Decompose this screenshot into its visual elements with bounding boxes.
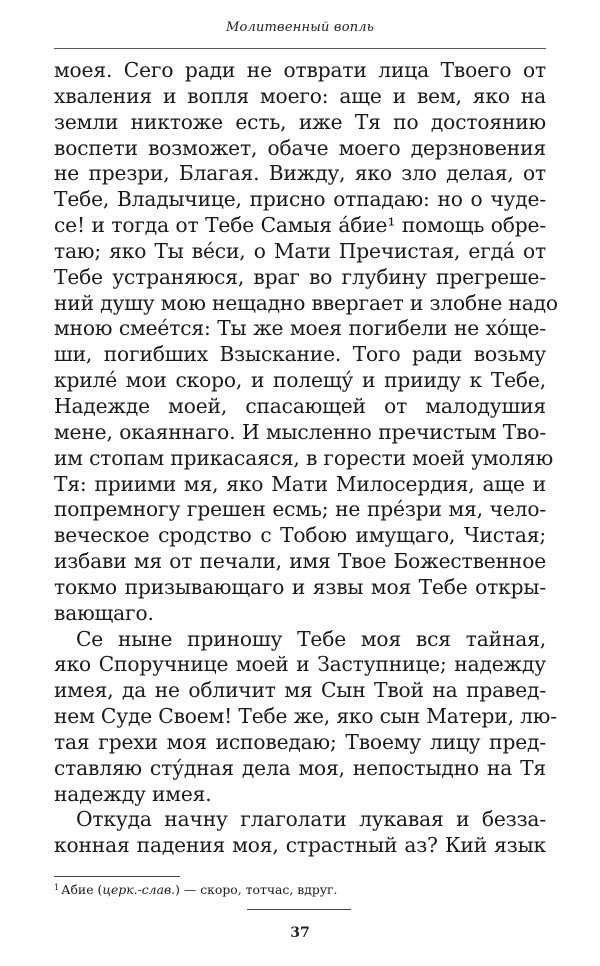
text-line: хваления и вопля моего: аще и вем, яко на bbox=[54, 83, 546, 108]
running-head: Молитвенный вопль bbox=[225, 20, 375, 35]
footnote-definition: — скоро, тотчас, вдруг. bbox=[183, 882, 338, 897]
text-line: ши, погибших Взыскание. Того ради возьму bbox=[54, 342, 546, 367]
text-line: попремногу грешен есмь; не пре́зри мя, чело- bbox=[54, 497, 546, 522]
text-line: Тебе, Владычице, присно отпадаю: но о чуде- bbox=[54, 187, 546, 212]
text-line: криле́ мои скоро, и полещу́ и прииду к Тебе, bbox=[54, 368, 546, 393]
text-line: моея. Сего ради не отврати лица Твоего от bbox=[54, 58, 546, 82]
text-line: надежду имея. bbox=[54, 781, 212, 806]
text-line: земли никтоже есть, иже Тя по достоянию bbox=[54, 109, 546, 134]
text-line: таю; яко Ты ве́си, о Мати Пречистая, егда́ от bbox=[54, 238, 546, 263]
text-line: конная падения моя, страстный аз? Кий язык bbox=[54, 833, 546, 858]
footnote-rule bbox=[54, 876, 180, 877]
text-line: ний душу мою нещадно ввергает и злобне надо bbox=[54, 290, 558, 315]
text-line: нем Суде Своем! Тебе же, яко сын Матери, лю- bbox=[54, 704, 557, 729]
text-line: се! и тогда от Тебе Самыя а́бие¹ помощь обре- bbox=[54, 213, 546, 238]
text-line: Се ныне приношу Тебе моя вся тайная, bbox=[76, 626, 546, 651]
footnote-term: Абие bbox=[61, 882, 94, 897]
text-line: Тя: приими мя, яко Мати Милосердия, аще и bbox=[54, 471, 546, 496]
header-rule bbox=[54, 48, 546, 49]
text-line: Надежде моей, спасающей от малодушия bbox=[54, 393, 546, 418]
text-line: им стопам прикасаяся, в горести моей умоляю bbox=[54, 445, 554, 470]
text-line: тая грехи моя исповедаю; Твоему лицу пред- bbox=[54, 729, 546, 754]
text-line: токмо призывающаго и язвы моя Тебе откры- bbox=[54, 574, 546, 599]
text-line: мною смее́тся: Ты же моея погибели не хо́ще- bbox=[54, 316, 546, 341]
page-number: 37 bbox=[290, 925, 310, 941]
text-line: не презри, Благая. Вижду, яко зло делая, от bbox=[54, 161, 546, 186]
page-number-rule bbox=[247, 909, 351, 910]
text-line: ставляю сту́дная дела моя, непостыдно на Тя bbox=[54, 755, 546, 780]
text-line: Откуда начну глаголати лукавая и безза- bbox=[76, 807, 546, 832]
footnote: $^1$ Абие (церк.-слав.) — скоро, тотчас, вдруг. bbox=[54, 882, 338, 897]
text-line: мене, окаяннаго. И мысленно пречистым Тво- bbox=[54, 419, 546, 444]
text-line: воспети возможет, обаче моего дерзновения bbox=[54, 135, 546, 160]
text-line: вающаго. bbox=[54, 600, 154, 625]
text-line: избави мя от печали, имя Твое Божественное bbox=[54, 549, 546, 574]
text-line: веческое сродство с Тобою имущаго, Чистая; bbox=[54, 523, 546, 548]
body-text bbox=[54, 58, 558, 859]
text-line: имея, да не обличит мя Сын Твой на правед- bbox=[54, 678, 546, 703]
footnote-language-note: церк.-слав. bbox=[102, 882, 176, 897]
text-line: яко Споручнице моей и Заступнице; надежду bbox=[54, 652, 546, 677]
footnote-marker: 1 bbox=[54, 883, 60, 892]
text-line: Тебе устраняюся, враг во глубину прегреше- bbox=[54, 264, 546, 289]
